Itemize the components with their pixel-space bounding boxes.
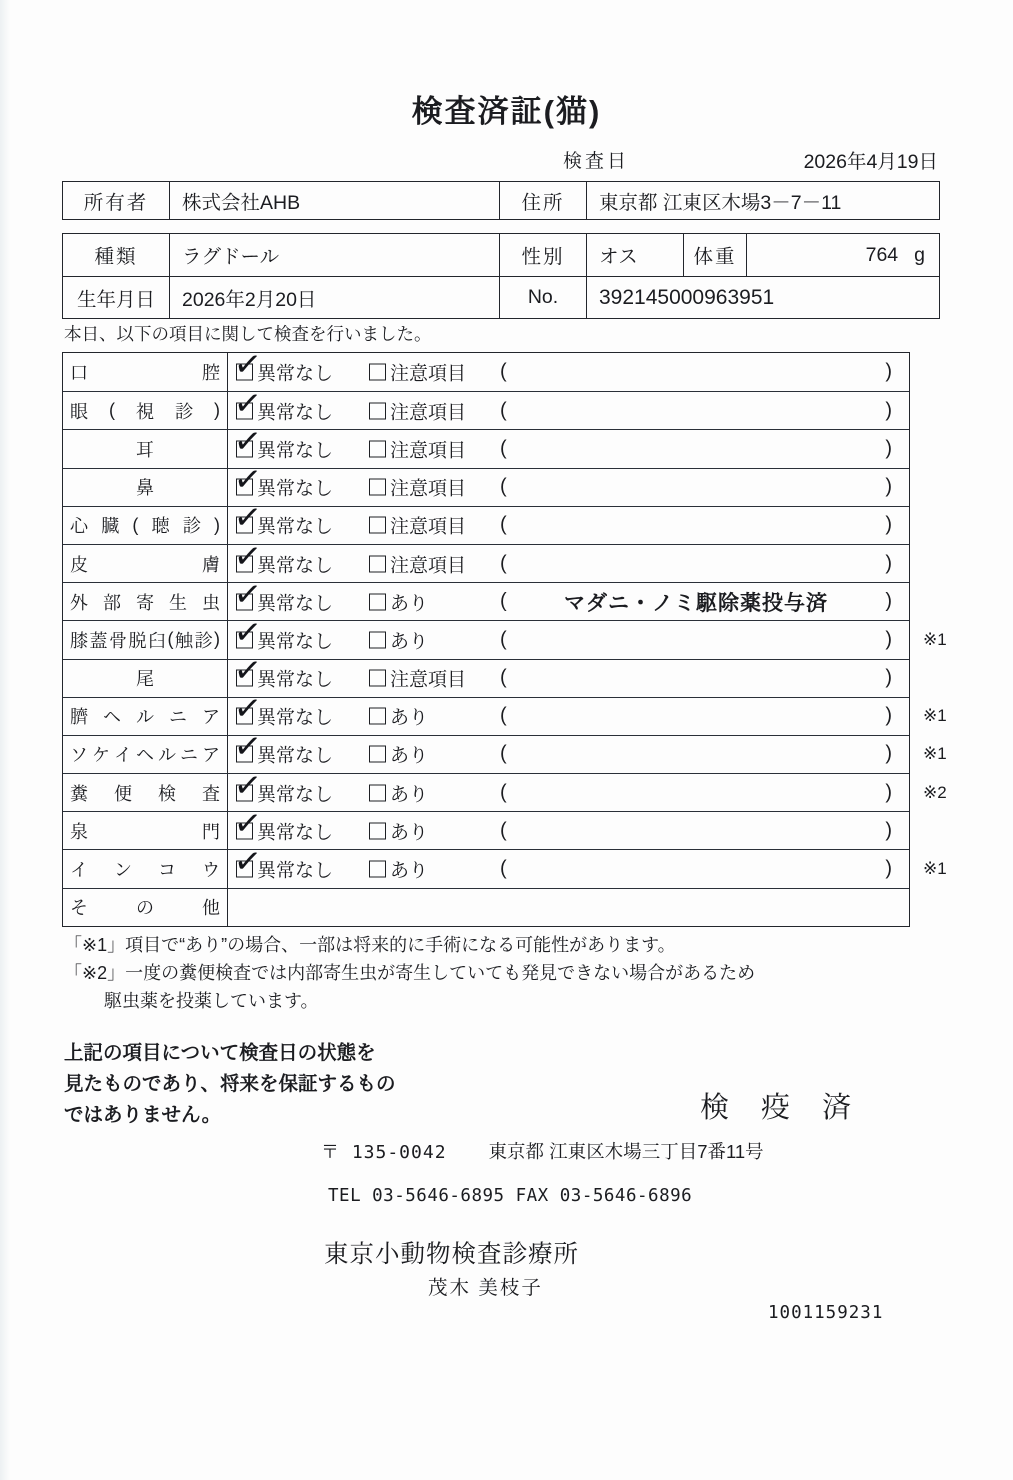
- handwritten-checkmark-icon: ✓: [232, 459, 264, 500]
- exam-item-result: [228, 497, 909, 544]
- exam-item-label-char: イ: [70, 860, 88, 881]
- secondary-checkbox[interactable]: [369, 784, 386, 801]
- exam-item-label-char: ン: [114, 860, 132, 881]
- no-abnormality-label: 異常なし: [257, 516, 334, 538]
- no-abnormality-checkbox[interactable]: [232, 344, 264, 384]
- secondary-checkbox[interactable]: [369, 593, 386, 610]
- exam-item-label-char: 腔: [202, 363, 220, 384]
- no-abnormality-label: 異常なし: [257, 402, 334, 424]
- sex-value: オス: [586, 234, 683, 276]
- exam-item-label-char: 視: [136, 401, 154, 422]
- no-abnormality-checkbox[interactable]: [232, 841, 264, 881]
- open-paren: (: [500, 437, 507, 460]
- checklist-row: [63, 764, 947, 811]
- checklist-row: [63, 535, 909, 582]
- exam-item-label-char: ア: [202, 745, 220, 766]
- no-abnormality-label: 異常なし: [257, 440, 334, 462]
- secondary-checkbox[interactable]: [369, 708, 386, 725]
- exam-item-label-char: 骨: [109, 630, 127, 651]
- pet-info-table: [62, 233, 940, 319]
- secondary-option-label: あり: [390, 707, 429, 729]
- secondary-checkbox[interactable]: [369, 822, 386, 839]
- secondary-option: [369, 435, 466, 462]
- handwritten-checkmark-icon: ✓: [232, 344, 264, 384]
- remarks-field: [500, 587, 892, 617]
- exam-item-label-char: 膝: [70, 630, 88, 651]
- footnote-1: 「※1」項目で“あり”の場合、一部は将来的に手術になる可能性があります。: [64, 935, 676, 955]
- remarks-field: [500, 743, 892, 766]
- exam-item-label: [63, 774, 228, 811]
- secondary-option: [369, 626, 428, 653]
- no-abnormality-option: [232, 841, 334, 883]
- exam-item-label-char: 耳: [136, 439, 154, 460]
- checklist-row: [63, 459, 909, 506]
- exam-item-label-char: ウ: [202, 860, 220, 881]
- disclaimer-line-2: 見たものであり、将来を保証するもの: [64, 1073, 396, 1095]
- no-abnormality-option: [232, 650, 334, 692]
- exam-item-label-char: ア: [202, 707, 220, 728]
- exam-item-result: [228, 535, 909, 582]
- exam-item-label: [63, 545, 228, 582]
- reference-mark: ※1: [923, 629, 947, 649]
- exam-item-label: [63, 736, 228, 773]
- checklist-row: [63, 888, 909, 926]
- exam-item-label-char: 虫: [202, 592, 220, 613]
- no-abnormality-checkbox[interactable]: [232, 421, 264, 461]
- exam-item-label-char: ): [214, 629, 220, 650]
- exam-item-label-char: 診: [175, 401, 193, 422]
- no-abnormality-option: [232, 421, 334, 462]
- secondary-option-label: あり: [390, 593, 429, 615]
- reference-mark: ※1: [923, 744, 947, 764]
- clinic-name: 東京小動物検査診療所: [324, 1241, 579, 1268]
- remarks-field: [500, 437, 892, 460]
- exam-checklist-table: [62, 344, 947, 927]
- remarks-field: [500, 628, 892, 651]
- no-abnormality-checkbox[interactable]: [232, 650, 264, 690]
- exam-item-label-char: 蓋: [89, 630, 108, 651]
- exam-item-label-char: コ: [158, 860, 176, 881]
- no-abnormality-label: 異常なし: [257, 784, 334, 806]
- checklist-row: [63, 421, 909, 467]
- secondary-checkbox[interactable]: [369, 402, 386, 419]
- address-value: 東京都 江東区木場3－7－11: [586, 182, 939, 219]
- exam-item-label-char: 臼: [148, 630, 166, 651]
- secondary-option-label: あり: [390, 745, 429, 767]
- remarks-field: [500, 361, 892, 384]
- no-abnormality-option: [232, 382, 334, 424]
- postal-code: 〒 135-0042: [321, 1142, 447, 1163]
- secondary-option: [369, 665, 466, 692]
- close-paren: ): [885, 360, 892, 383]
- tel-fax-line: TEL 03-5646-6895 FAX 03-5646-6896: [328, 1186, 693, 1206]
- disclaimer-line-1: 上記の項目について検査日の状態を: [64, 1042, 376, 1064]
- exam-item-label-char: (: [132, 514, 139, 535]
- owner-label: 所有者: [83, 191, 149, 214]
- no-abnormality-option: [232, 344, 334, 386]
- no-abnormality-checkbox[interactable]: [232, 573, 264, 614]
- secondary-checkbox[interactable]: [369, 479, 386, 496]
- close-paren: ): [885, 475, 892, 498]
- exam-item-label-char: 聴: [151, 516, 170, 537]
- number-label: No.: [499, 277, 586, 318]
- exam-item-label-char: ソ: [70, 745, 88, 766]
- secondary-option-label: 注意項目: [390, 555, 467, 577]
- breed-label: 種類: [94, 246, 138, 268]
- remarks-field: [500, 552, 892, 575]
- no-abnormality-checkbox[interactable]: [232, 802, 264, 843]
- intro-text: 本日、以下の項目に関して検査を行いました。: [64, 324, 432, 344]
- exam-item-result: [228, 764, 947, 811]
- exam-item-label-char: ヘ: [103, 707, 121, 728]
- breed-value: ラグドール: [169, 234, 499, 276]
- secondary-checkbox[interactable]: [369, 631, 386, 648]
- secondary-checkbox[interactable]: [369, 364, 386, 381]
- no-abnormality-checkbox[interactable]: [232, 459, 264, 500]
- clinic-address: 東京都 江東区木場三丁目7番11号: [488, 1141, 764, 1162]
- remarks-field: [500, 476, 892, 499]
- open-paren: (: [500, 666, 507, 689]
- exam-item-label-char: 臍: [70, 707, 88, 728]
- disclaimer-text: [64, 1038, 396, 1131]
- exam-item-result: [228, 573, 909, 620]
- secondary-option-label: あり: [390, 784, 429, 806]
- secondary-checkbox[interactable]: [369, 440, 386, 457]
- page-title: 検査済証(猫): [411, 94, 602, 129]
- secondary-checkbox[interactable]: [369, 746, 386, 763]
- exam-item-label-char: 生: [169, 592, 187, 613]
- no-abnormality-checkbox[interactable]: [232, 688, 264, 729]
- checklist-row: [63, 344, 909, 391]
- no-abnormality-option: [232, 612, 334, 653]
- secondary-option-label: あり: [390, 631, 429, 653]
- serial-number: 1001159231: [768, 1303, 884, 1323]
- secondary-option: [369, 703, 428, 730]
- exam-item-label-char: ヘ: [136, 745, 154, 766]
- exam-item-label: [63, 353, 228, 391]
- exam-item-label: [63, 392, 228, 429]
- open-paren: (: [500, 819, 507, 842]
- checklist-row: [63, 726, 947, 773]
- exam-item-label: [63, 812, 228, 849]
- exam-item-label: [63, 660, 228, 697]
- exam-item-label-char: 査: [202, 783, 220, 804]
- handwritten-checkmark-icon: ✓: [232, 650, 264, 690]
- exam-item-result: [228, 841, 947, 887]
- footnote-2-continued: 駆虫薬を投薬しています。: [104, 991, 319, 1011]
- open-paren: (: [500, 628, 507, 651]
- no-abnormality-label: 異常なし: [257, 707, 334, 729]
- open-paren: (: [500, 552, 507, 575]
- secondary-checkbox[interactable]: [369, 555, 386, 572]
- exam-item-label-char: そ: [70, 898, 88, 919]
- close-paren: ): [885, 513, 892, 536]
- secondary-option-label: あり: [390, 860, 429, 882]
- exam-item-label-char: ニ: [180, 745, 198, 766]
- weight-unit: g: [914, 243, 925, 266]
- handwritten-checkmark-icon: ✓: [232, 497, 264, 538]
- exam-item-label-char: 部: [103, 592, 121, 613]
- remarks-field: [500, 667, 892, 690]
- secondary-option: [369, 588, 428, 615]
- reference-mark: ※2: [923, 782, 947, 802]
- exam-item-result: [228, 612, 947, 658]
- weight-label: 体重: [683, 234, 746, 276]
- birthdate-label: 生年月日: [76, 288, 155, 311]
- no-abnormality-label: 異常なし: [257, 669, 334, 691]
- secondary-option: [369, 359, 466, 386]
- exam-item-label-char: 診: [182, 516, 201, 537]
- secondary-checkbox[interactable]: [369, 861, 386, 878]
- open-paren: (: [500, 857, 507, 880]
- close-paren: ): [885, 552, 892, 575]
- close-paren: ): [885, 628, 892, 651]
- open-paren: (: [500, 590, 507, 613]
- weight-number: 764: [865, 243, 899, 266]
- exam-item-label-char: (: [167, 629, 174, 650]
- no-abnormality-label: 異常なし: [257, 363, 334, 385]
- secondary-option-label: 注意項目: [390, 363, 467, 385]
- secondary-option-label: 注意項目: [390, 516, 467, 538]
- exam-item-label-char: 便: [114, 783, 132, 804]
- open-paren: (: [500, 513, 507, 536]
- exam-item-label-char: 鼻: [136, 478, 154, 499]
- handwritten-checkmark-icon: ✓: [232, 421, 264, 461]
- secondary-checkbox[interactable]: [369, 670, 386, 687]
- no-abnormality-option: [232, 688, 334, 730]
- veterinarian-name: 茂木 美枝子: [428, 1277, 543, 1299]
- close-paren: ): [885, 399, 892, 422]
- no-abnormality-option: [232, 726, 334, 768]
- handwritten-checkmark-icon: ✓: [232, 535, 264, 576]
- remarks-field: [500, 399, 892, 422]
- exam-item-label-char: イ: [114, 745, 132, 766]
- open-paren: (: [500, 704, 507, 727]
- exam-item-label-char: 検: [158, 783, 176, 804]
- remarks-field: [500, 858, 892, 881]
- clinic-postal-line: [321, 1138, 764, 1164]
- exam-item-result: [228, 421, 909, 467]
- handwritten-checkmark-icon: ✓: [232, 802, 264, 843]
- no-abnormality-option: [232, 764, 334, 806]
- exam-item-label-char: 心: [70, 516, 88, 537]
- reference-mark: ※1: [923, 706, 947, 726]
- no-abnormality-label: 異常なし: [257, 631, 334, 653]
- exam-item-label: [63, 430, 228, 467]
- checklist-row: [63, 497, 909, 544]
- exam-item-label-char: 触: [175, 630, 193, 651]
- remarks-field: [500, 514, 892, 537]
- footnote-2: 「※2」一度の糞便検査では内部寄生虫が寄生していても発見できない場合があるため: [64, 963, 756, 983]
- no-abnormality-checkbox[interactable]: [232, 382, 264, 423]
- exam-item-label-char: 寄: [136, 592, 154, 613]
- sex-label: 性別: [499, 234, 586, 276]
- exam-item-label-char: 眼: [70, 401, 88, 422]
- no-abnormality-option: [232, 802, 334, 844]
- exam-item-label-char: ル: [158, 745, 176, 766]
- no-abnormality-label: 異常なし: [257, 822, 334, 844]
- checklist-row: [63, 573, 909, 620]
- handwritten-checkmark-icon: ✓: [232, 688, 264, 729]
- exam-item-label-char: 泉: [70, 821, 88, 842]
- secondary-option: [369, 741, 428, 768]
- open-paren: (: [500, 742, 507, 765]
- secondary-option: [369, 474, 466, 501]
- no-abnormality-checkbox[interactable]: [232, 535, 264, 576]
- disclaimer-line-3: ではありません。: [64, 1104, 222, 1126]
- reference-mark: ※1: [923, 859, 947, 879]
- no-abnormality-checkbox[interactable]: [232, 497, 264, 538]
- close-paren: ): [885, 857, 892, 880]
- no-abnormality-label: 異常なし: [257, 478, 334, 500]
- quarantine-stamp: 検 疫 済: [700, 1092, 864, 1124]
- exam-item-label-char: ニ: [169, 707, 187, 728]
- open-paren: (: [500, 781, 507, 804]
- handwritten-checkmark-icon: ✓: [232, 841, 264, 881]
- open-paren: (: [500, 399, 507, 422]
- inspection-date-row: [62, 146, 940, 172]
- exam-item-result: [228, 459, 909, 506]
- exam-item-label-char: 尾: [136, 669, 154, 690]
- exam-item-label-char: ): [214, 400, 220, 421]
- no-abnormality-label: 異常なし: [257, 745, 334, 767]
- secondary-option-label: 注意項目: [390, 402, 467, 424]
- address-label: 住所: [499, 182, 586, 219]
- exam-item-result: [228, 726, 947, 773]
- close-paren: ): [885, 590, 892, 613]
- exam-item-label: [63, 889, 228, 926]
- exam-item-label-char: 外: [70, 592, 88, 613]
- no-abnormality-checkbox[interactable]: [232, 726, 264, 767]
- close-paren: ): [885, 437, 892, 460]
- handwritten-checkmark-icon: ✓: [232, 573, 264, 614]
- exam-item-label: [63, 583, 228, 620]
- owner-value: 株式会社AHB: [169, 182, 499, 219]
- remarks-field: [500, 781, 892, 804]
- no-abnormality-label: 異常なし: [257, 555, 334, 577]
- no-abnormality-option: [232, 573, 334, 615]
- no-abnormality-option: [232, 497, 334, 539]
- exam-item-label-char: (: [109, 400, 115, 421]
- inspection-date-value: 2026年4月19日: [803, 151, 938, 173]
- close-paren: ): [885, 704, 892, 727]
- exam-item-result: [228, 344, 909, 391]
- exam-item-label: [63, 850, 228, 887]
- exam-item-label-char: ): [213, 514, 220, 535]
- checklist-row: [63, 650, 909, 697]
- owner-table: [62, 181, 940, 220]
- secondary-option: [369, 397, 466, 424]
- exam-item-label-char: ケ: [92, 745, 110, 766]
- remarks-text: マダニ・ノミ駆除薬投与済: [564, 591, 828, 615]
- checklist-row: [63, 841, 947, 887]
- handwritten-checkmark-icon: ✓: [232, 726, 264, 767]
- secondary-option-label: 注意項目: [390, 440, 467, 462]
- secondary-option: [369, 512, 466, 539]
- no-abnormality-label: 異常なし: [257, 593, 334, 615]
- checklist-row: [63, 802, 909, 849]
- exam-item-label-char: の: [136, 898, 154, 919]
- exam-item-result: [228, 688, 947, 735]
- exam-item-label-char: 他: [202, 898, 220, 919]
- exam-item-label-char: 臓: [101, 516, 120, 537]
- secondary-option-label: 注意項目: [390, 669, 467, 691]
- exam-item-label-char: 診: [194, 630, 213, 651]
- secondary-option: [369, 779, 428, 806]
- number-value: 392145000963951: [586, 277, 939, 318]
- no-abnormality-option: [232, 535, 334, 577]
- handwritten-checkmark-icon: ✓: [232, 382, 264, 423]
- weight-value: [746, 234, 939, 276]
- footnotes: [64, 931, 755, 1015]
- secondary-option: [369, 856, 428, 883]
- close-paren: ): [885, 781, 892, 804]
- close-paren: ): [885, 666, 892, 689]
- exam-item-result: [228, 382, 909, 429]
- exam-item-label: [63, 507, 228, 544]
- exam-item-label-char: 脱: [128, 630, 147, 651]
- birthdate-value: 2026年2月20日: [169, 277, 499, 318]
- exam-item-result: [228, 889, 909, 926]
- checklist-row: [63, 382, 909, 429]
- secondary-option: [369, 550, 466, 577]
- no-abnormality-label: 異常なし: [257, 860, 334, 882]
- inspection-date-label: 検査日: [563, 151, 630, 172]
- exam-item-label-char: 糞: [70, 783, 88, 804]
- secondary-option-label: 注意項目: [390, 478, 467, 500]
- close-paren: ): [885, 819, 892, 842]
- no-abnormality-checkbox[interactable]: [232, 764, 264, 805]
- no-abnormality-checkbox[interactable]: [232, 612, 264, 652]
- exam-item-label: [63, 698, 228, 735]
- exam-item-label-char: 膚: [202, 554, 220, 575]
- exam-item-result: [228, 650, 909, 697]
- secondary-checkbox[interactable]: [369, 517, 386, 534]
- exam-item-label: [63, 469, 228, 506]
- secondary-option: [369, 817, 428, 844]
- exam-item-label-char: 皮: [70, 554, 88, 575]
- no-abnormality-option: [232, 459, 334, 501]
- exam-item-label-char: 門: [202, 821, 220, 842]
- exam-item-label-char: 口: [70, 363, 88, 384]
- remarks-field: [500, 705, 892, 728]
- handwritten-checkmark-icon: ✓: [232, 764, 264, 805]
- handwritten-checkmark-icon: ✓: [232, 612, 264, 652]
- exam-item-label-char: ル: [136, 707, 154, 728]
- exam-item-label: [63, 621, 228, 658]
- checklist-row: [63, 612, 947, 658]
- exam-item-result: [228, 802, 909, 849]
- open-paren: (: [500, 475, 507, 498]
- remarks-field: [500, 819, 892, 842]
- open-paren: (: [500, 360, 507, 383]
- close-paren: ): [885, 742, 892, 765]
- secondary-option-label: あり: [390, 822, 429, 844]
- checklist-row: [63, 688, 947, 735]
